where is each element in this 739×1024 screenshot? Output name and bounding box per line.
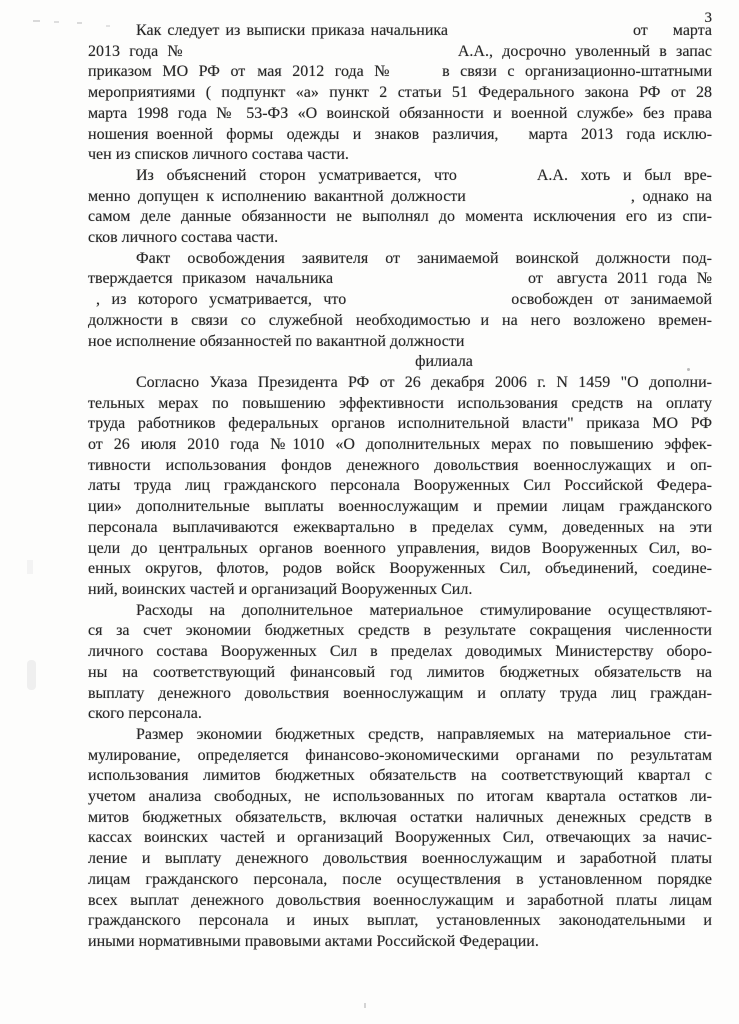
redacted-blank (448, 34, 633, 35)
text-segment: освобожден от занимаемой (511, 291, 713, 309)
text-line (88, 373, 712, 394)
text-line (88, 601, 712, 622)
text-line (88, 207, 712, 228)
text-line (88, 725, 712, 746)
text-line (88, 559, 712, 580)
text-line (88, 911, 712, 932)
text-line (88, 766, 712, 787)
text-segment: августа 2011 года № (556, 270, 712, 288)
scan-artifact-dot (77, 22, 82, 24)
text-segment: латы труда лиц гражданского персонала Вооруженных Сил Российской Федера- (88, 477, 712, 495)
text-segment: филиала (415, 353, 473, 371)
text-segment: Как следует из выписки приказа начальника (136, 22, 449, 39)
text-line (88, 580, 712, 601)
redacted-blank (88, 34, 136, 35)
text-segment: А.А., досрочно уволенный в запас (457, 42, 712, 60)
text-segment: Согласно Указа Президента РФ от 26 декабря 2006 г. N 1459 "О дополни- (136, 373, 712, 391)
paragraph (88, 249, 712, 373)
text-line (88, 642, 712, 663)
text-line (88, 145, 712, 166)
redacted-blank (245, 75, 257, 76)
scan-artifact-dot (364, 1003, 366, 1008)
text-segment: марта 2013 года (528, 125, 656, 143)
redacted-blank (457, 179, 537, 180)
text-line (88, 394, 712, 415)
redacted-blank (466, 200, 631, 201)
text-line (88, 42, 712, 63)
scan-artifact-dot (687, 368, 690, 371)
text-line (88, 497, 712, 518)
text-segment: тверждается приказом начальника (88, 270, 334, 288)
redacted-blank (88, 179, 136, 180)
scan-artifact-smudge (27, 660, 36, 690)
redacted-blank (543, 282, 557, 283)
text-segment: от (528, 270, 543, 288)
text-segment: самом деле данные обязанности не выполнял до момента исключения его из спи- (88, 208, 712, 226)
text-segment: должности (88, 311, 163, 329)
text-segment: использования лимитов бюджетных обязательств на соответствующий квартал с (88, 767, 712, 785)
text-segment: ношения (88, 125, 149, 143)
text-line (88, 808, 712, 829)
page-number: 3 (704, 10, 712, 26)
text-segment: ции» дополнительные выплаты военнослужащим и премии лицам гражданского (88, 498, 712, 516)
text-line (88, 21, 712, 42)
text-segment: сков личного состава части. (88, 229, 279, 247)
text-line (88, 104, 712, 125)
paragraph (88, 725, 712, 953)
text-segment: Размер экономии бюджетных средств, направляемых на материальное сти- (136, 725, 712, 743)
text-line (88, 663, 712, 684)
text-line (88, 166, 712, 187)
text-line (88, 704, 712, 725)
scan-artifact-dot (33, 20, 40, 22)
redacted-blank (396, 75, 442, 76)
text-line (88, 456, 712, 477)
text-segment: учетом анализа свободных, не использованных по итогам квартала остатков ли- (88, 788, 712, 806)
redacted-blank (498, 138, 528, 139)
text-segment: ное исполнение обязанностей по вакантной должности (88, 332, 465, 350)
text-segment: менно допущен к исполнению вакантной должности (88, 187, 466, 205)
text-segment: в связи с организационно-штатными (442, 63, 713, 81)
text-line (88, 684, 712, 705)
text-line (88, 249, 712, 270)
text-line (88, 228, 712, 249)
text-segment: 2013 года № (88, 42, 188, 60)
text-segment: тивности использования фондов денежного довольствия военнослужащих и оп- (88, 456, 712, 474)
text-line (88, 539, 712, 560)
redacted-blank (188, 55, 458, 56)
text-line (88, 746, 712, 767)
document-body (88, 21, 712, 953)
text-segment: ление и выплату денежного довольствия военнослужащим и заработной платы (88, 850, 712, 868)
text-segment: енных округов, флотов, родов войск Вооруженных Сил, объединений, соедине- (88, 560, 712, 578)
text-segment: выплату денежного довольствия военнослужащим и оплату труда лиц граждан- (88, 684, 712, 702)
text-segment: Из объяснений сторон усматривается, что (136, 166, 457, 184)
text-segment: военной формы одежды и знаков различия, (156, 125, 499, 143)
text-segment: от 26 июля 2010 года №1010 «О дополнительных мерах по повышению эффек- (88, 436, 712, 454)
text-segment: лицам гражданского персонала, после осуществления в установленном порядке (88, 870, 712, 888)
text-segment: ны на соответствующий финансовый год лимитов бюджетных обязательств на (88, 663, 712, 681)
paragraph (88, 166, 712, 249)
text-segment: ся за счет экономии бюджетных средств в результате сокращения численности (88, 622, 712, 640)
text-segment: в связи со служебной необходимостью (170, 311, 471, 329)
redacted-blank (648, 34, 673, 35)
text-line (88, 932, 712, 953)
redacted-blank (471, 324, 481, 325)
text-segment: личного состава Вооруженных Сил в пределах доводимых Министерству оборо- (88, 643, 712, 661)
text-segment: марта (672, 22, 712, 39)
paragraph (88, 601, 712, 725)
text-segment: Факт освобождения заявителя от занимаемой воинской должности (136, 249, 671, 267)
redacted-blank (670, 262, 682, 263)
text-segment: , однако на (630, 187, 713, 205)
text-segment: митов бюджетных обязательств, включая остатки наличных денежных средств в (88, 808, 712, 826)
text-line (88, 787, 712, 808)
text-line (88, 849, 712, 870)
scan-artifact-dot (54, 21, 59, 23)
text-line (88, 62, 712, 83)
text-line (88, 414, 712, 435)
text-line (88, 870, 712, 891)
text-line (88, 269, 712, 290)
paragraph (88, 21, 712, 166)
text-line (132, 352, 739, 373)
text-line (88, 290, 712, 311)
text-line (88, 621, 712, 642)
text-segment: ского персонала. (88, 705, 202, 723)
text-segment: ний, воинских частей и организаций Вооруженных Сил. (88, 580, 473, 598)
text-line (88, 891, 712, 912)
text-segment: тельных мерах по повышению эффективности использования средств на оплату (88, 394, 712, 412)
redacted-blank (163, 324, 171, 325)
text-segment: от (633, 22, 648, 39)
text-segment: персонала выплачиваются ежеквартально в пределах сумм, доведенных на эти (88, 518, 712, 536)
text-line (88, 187, 712, 208)
text-line (88, 125, 712, 146)
redacted-blank (88, 614, 136, 615)
paragraph (88, 373, 712, 601)
scan-artifact-dot (106, 25, 110, 27)
text-line (88, 83, 712, 104)
scan-artifact-smudge (27, 560, 33, 574)
text-line (88, 518, 712, 539)
text-segment: мая 2012 года № (257, 63, 397, 81)
text-segment: чен из списков личного состава части. (88, 146, 349, 164)
text-line (88, 435, 712, 456)
text-line (88, 828, 712, 849)
redacted-blank (346, 303, 511, 304)
redacted-blank (333, 282, 528, 283)
text-segment: , из которого усматривается, что (96, 291, 347, 309)
text-segment: цели до центральных органов военного управления, видов Вооруженных Сил, во- (88, 539, 712, 557)
text-segment: марта 1998 года № 53-ФЗ «О воинской обязанности и военной службе» без права (88, 104, 712, 122)
text-segment: мероприятиями ( подпункт «а» пункт 2 статьи 51 Федерального закона РФ от 28 (88, 84, 712, 102)
text-line (88, 476, 712, 497)
text-segment: приказом МО РФ от (88, 63, 246, 81)
text-segment: Расходы на дополнительное материальное стимулирование осуществляют- (136, 601, 712, 619)
text-segment: гражданского персонала и иных выплат, установленных законодательными и (88, 912, 712, 930)
text-segment: иными нормативными правовыми актами Российской Федерации. (88, 932, 539, 950)
text-segment: и на него возложено времен- (480, 311, 712, 329)
text-segment: исклю- (663, 125, 713, 143)
text-segment: под- (682, 249, 712, 267)
text-line (88, 332, 712, 353)
text-segment: А.А. хоть и был вре- (536, 166, 712, 184)
text-segment: мулирование, определяется финансово-экономическими органами по результатам (88, 746, 712, 764)
redacted-blank (88, 303, 96, 304)
redacted-blank (88, 262, 136, 263)
text-segment: труда работников федеральных органов исполнительной власти" приказа МО РФ (88, 415, 712, 433)
text-segment: кассах воинских частей и организаций Вооруженных Сил, отвечающих за начис- (88, 829, 712, 847)
text-segment: всех выплат денежного довольствия военнослужащим и заработной платы лицам (88, 891, 712, 909)
redacted-blank (88, 738, 136, 739)
text-line (88, 311, 712, 332)
redacted-blank (88, 386, 136, 387)
